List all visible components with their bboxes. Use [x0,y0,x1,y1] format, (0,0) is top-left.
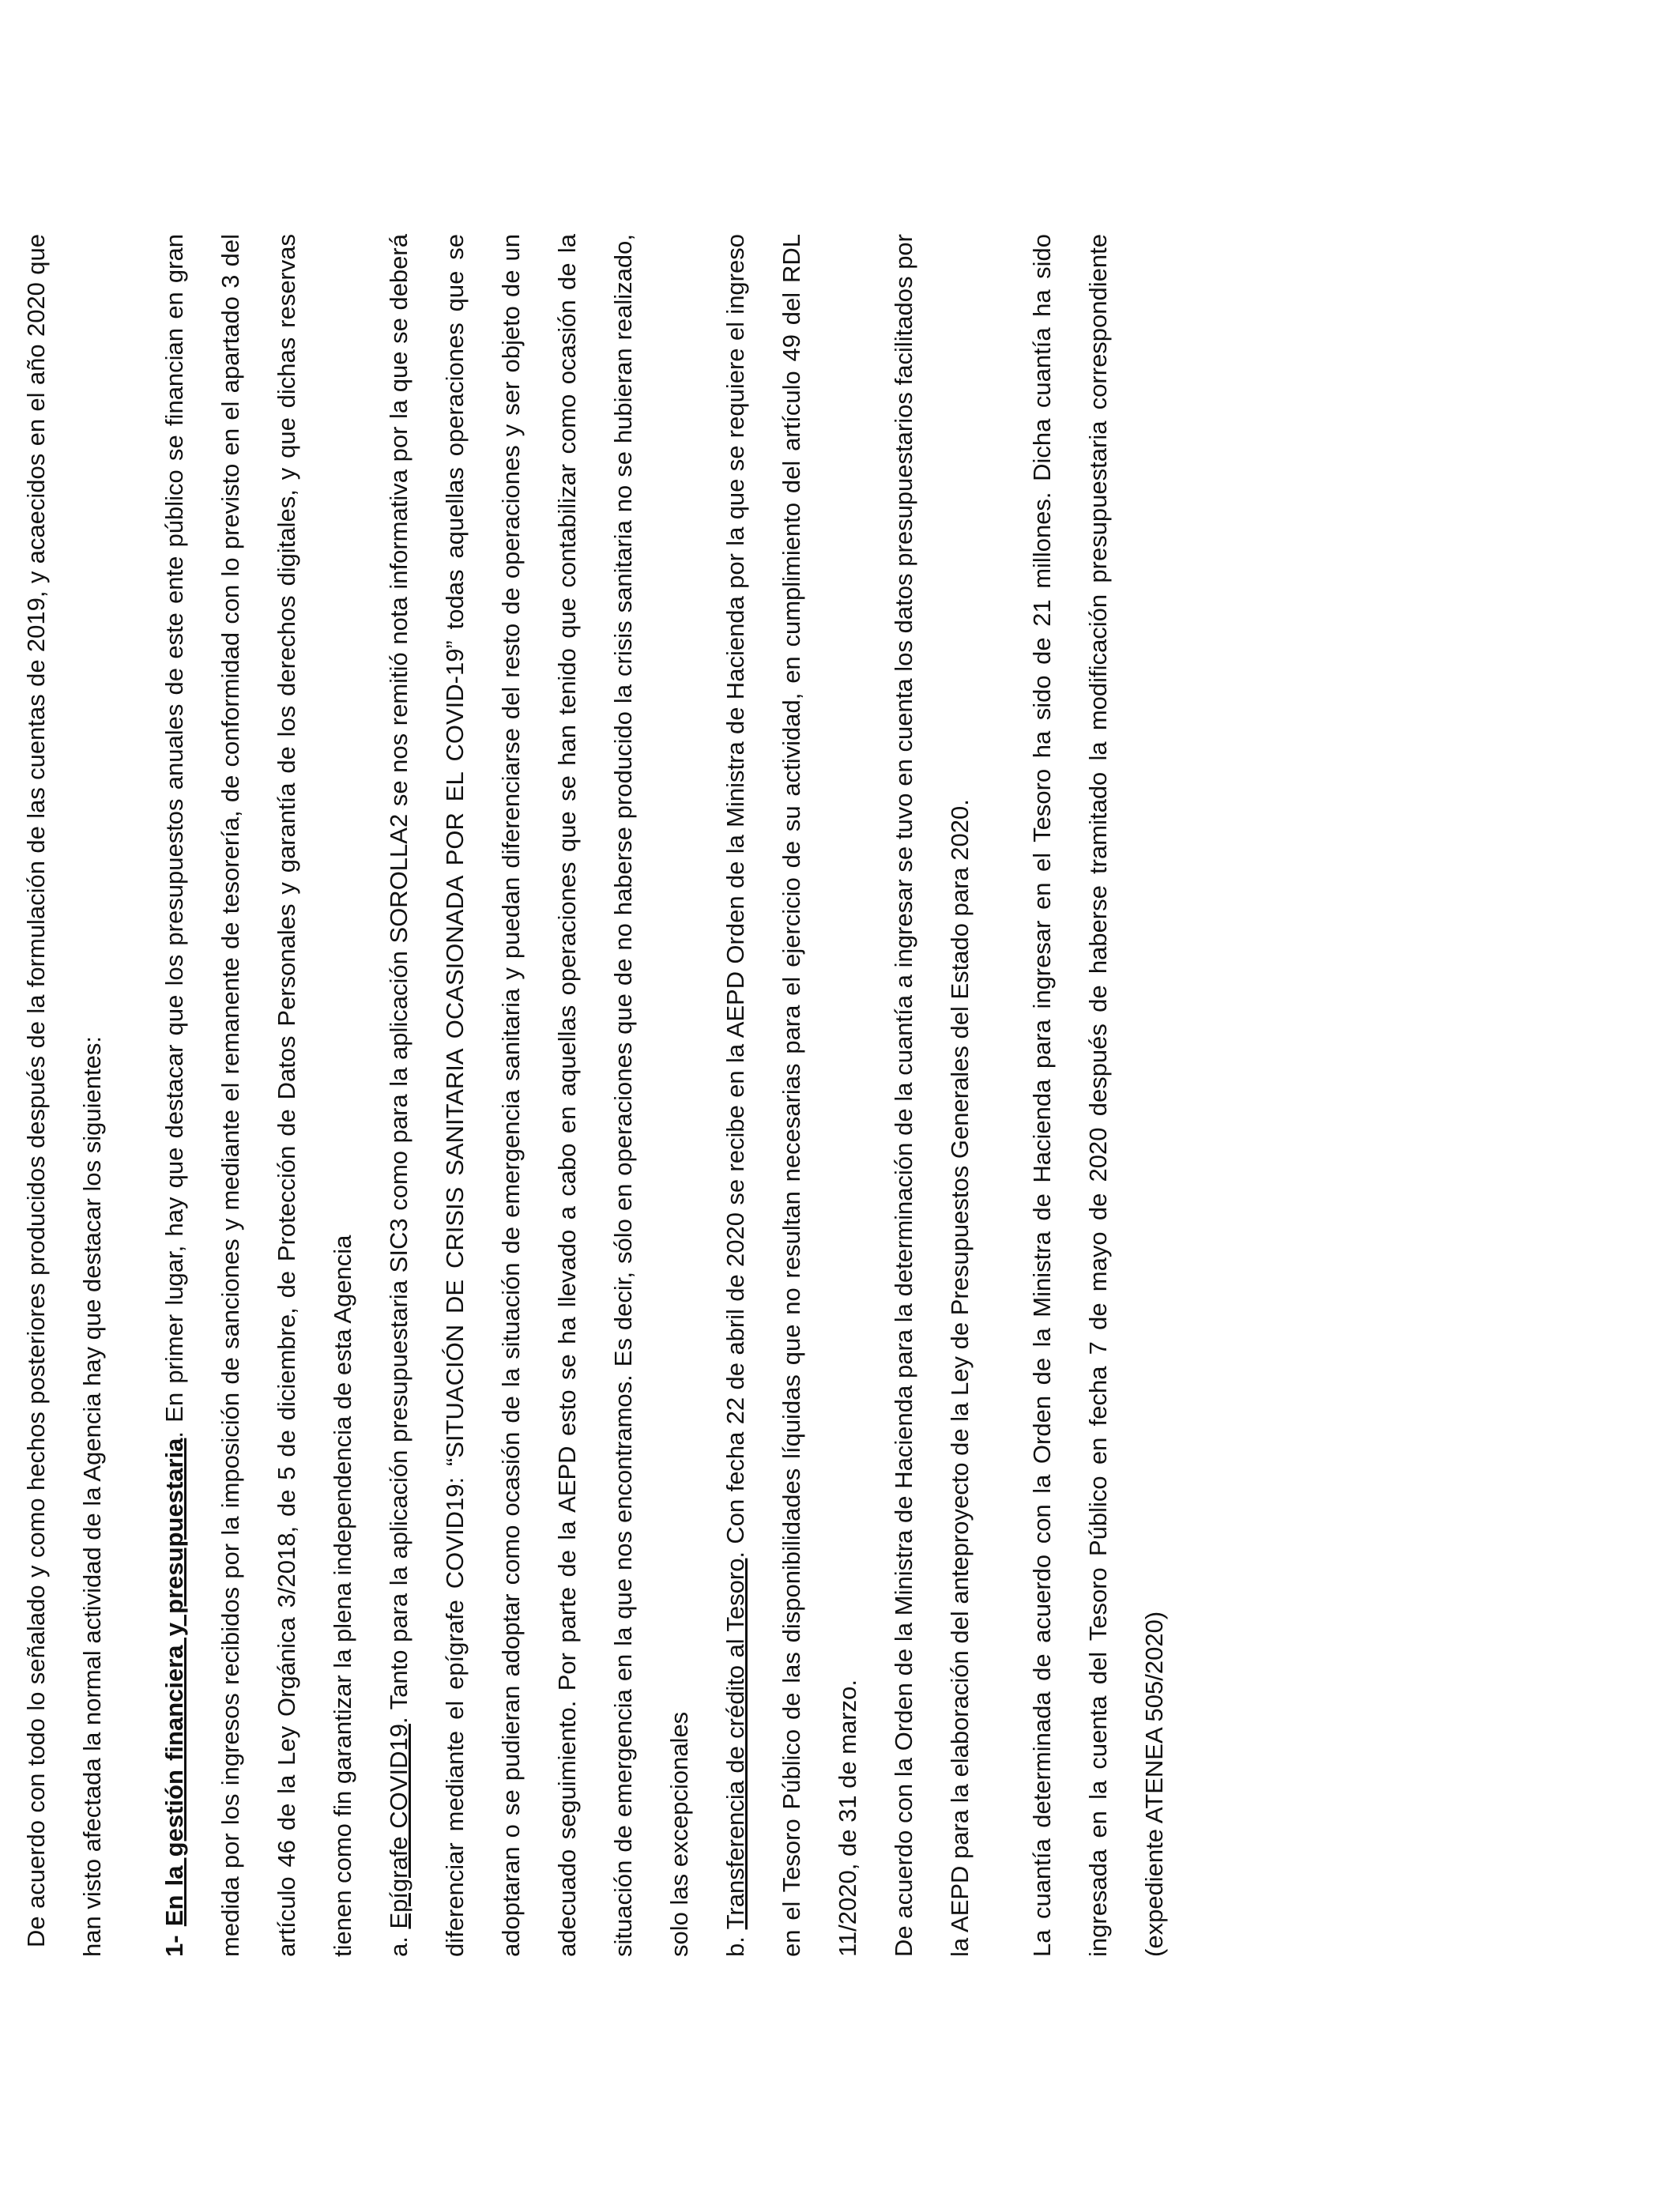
cuantia-paragraph [1014,234,1182,1957]
item-a-title-period: . [385,1717,412,1725]
item-b-title: Transferencia de crédito al Tesoro [721,1558,749,1930]
paragraph-gap [988,234,1014,1957]
section-title-period: . [160,1431,188,1438]
item-a-body: Tanto para la aplicación presupuestaria SIC3 como para la aplicación SOROLLA2 se nos remitió nota informativa por la que se deberá diferenciar mediante el epígrafe COVID19: “SITUACIÓN DE CRISIS SANITARIA OCASIONADA POR EL COVID-19” todas aquellas operaciones que se adoptaran o se pudieran adoptar como ocasión de la situación de emergencia sanitaria y puedan diferenciarse del resto de operaciones y ser objeto de un adecuado seguimiento. Por parte de la AEPD esto se ha llevado a cabo en aquellas operaciones que se han tenido que contabilizar como ocasión de la situación de emergencia en la que nos encontramos. Es decir, sólo en operaciones que de no haberse producido la crisis sanitaria no se hubieran realizado, solo las excepcionales [385,234,693,1957]
item-a-title: Epígrafe COVID19 [385,1724,412,1929]
item-a-marker: a. [385,1936,412,1957]
item-b-title-period: . [721,1551,749,1559]
item-b-paragraph [707,234,876,1957]
section-1-paragraph [146,234,371,1957]
section-body: En primer lugar, hay que destacar que los presupuestos anuales de este ente público se financian en gran medida por los ingresos recibidos por la imposición de sanciones y mediante el remanente de tesorería, de conformidad con lo previsto en el apartado 3 del artículo 46 de la Ley Orgánica 3/2018, de 5 de diciembre, de Protección de Datos Personales y garantía de los derechos digitales, y que dichas reservas tienen como fin garantizar la plena independencia de esta Agencia [160,234,356,1957]
item-b-marker: b. [721,1936,749,1957]
orden-text: De acuerdo con la Orden de la Ministra de Hacienda para la determinación de la cuantía a ingresar se tuvo en cuenta los datos presupuestarios facilitados por la AEPD para la elaboración del anteproyecto de la Ley de Presupuestos Generales del Estado para 2020. [890,234,974,1957]
intro-text: De acuerdo con todo lo señalado y como hechos posteriores producidos después de la formulación de las cuentas de 2019, y acaecidos en el año 2020 que han visto afectada la normal actividad de la Agencia hay que destacar los siguientes: [22,234,106,1957]
section-title: En la gestión financiera y presupuestaria [160,1438,188,1927]
item-b-body: Con fecha 22 de abril de 2020 se recibe en la AEPD Orden de la Ministra de Hacienda por la que se requiere el ingreso en el Tesoro Público de las disponibilidades líquidas que no resultan necesarias para el ejercicio de su actividad, en cumplimiento del artículo 49 del RDL 11/2020, de 31 de marzo. [721,234,861,1957]
intro-paragraph [8,234,120,1957]
section-number: 1- [160,1935,188,1957]
document-body [0,234,1182,1957]
paragraph-gap [120,234,146,1957]
cuantia-text: La cuantía determinada de acuerdo con la Orden de la Ministra de Hacienda para ingresar en el Tesoro ha sido de 21 millones. Dicha cuantía ha sido ingresada en la cuenta del Tesoro Público en fecha 7 de mayo de 2020 después de haberse tramitado la modificación presupuestaria correspondiente (expediente ATENEA 505/2020) [1028,234,1168,1957]
item-a-paragraph [371,234,707,1957]
orden-paragraph [876,234,988,1957]
